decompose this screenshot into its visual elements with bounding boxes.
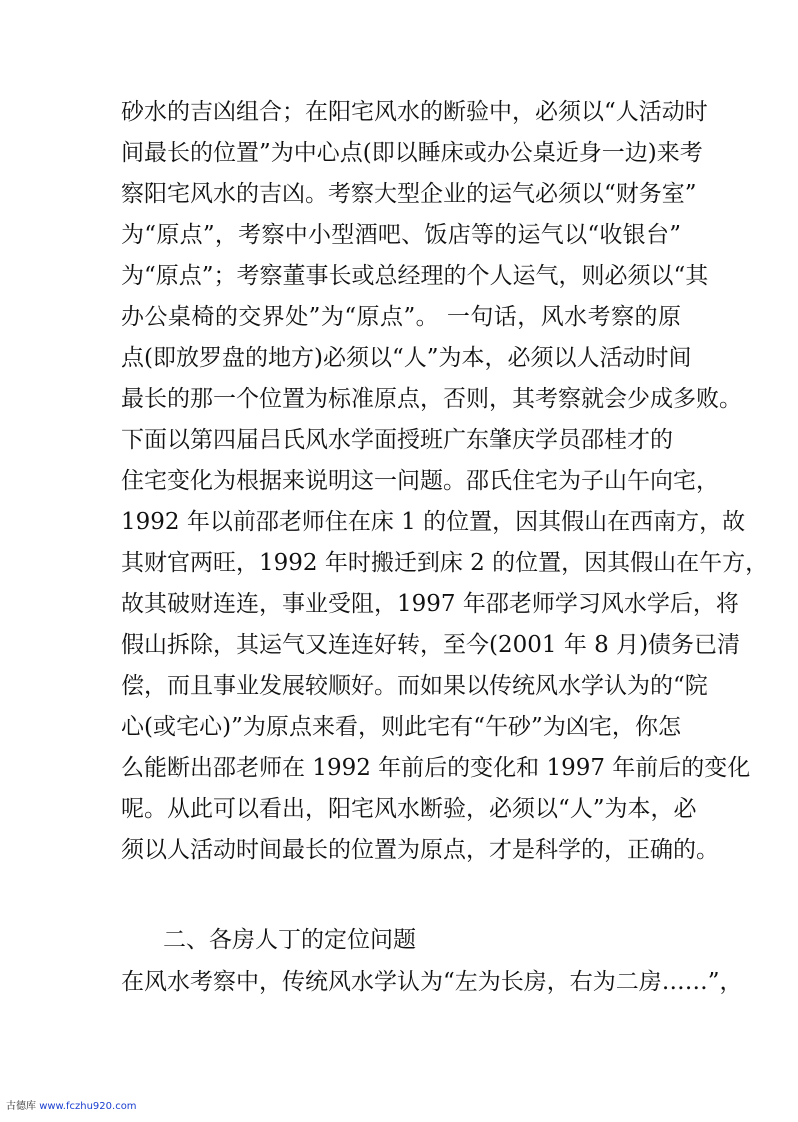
section-heading: 二、各房人丁的定位问题: [163, 927, 416, 953]
body-line-17: 么能断出邵老师在 1992 年前后的变化和 1997 年前后的变化: [121, 755, 751, 781]
body-line-7: 点(即放罗盘的地方)必须以“人”为本，必须以人活动时间: [121, 345, 692, 371]
body-line-10: 住宅变化为根据来说明这一问题。邵氏住宅为子山午向宅，: [121, 468, 719, 494]
body-line-18: 呢。从此可以看出，阳宅风水断验，必须以“人”为本，必: [121, 796, 697, 822]
footer-site-link[interactable]: www.fczhu920.com: [39, 1101, 137, 1112]
body-line-13: 故其破财连连，事业受阻，1997 年邵老师学习风水学后，将: [121, 591, 739, 617]
body-line-14: 假山拆除，其运气又连连好转，至今(2001 年 8 月)债务已清: [121, 632, 741, 658]
page-footer: [6, 1101, 137, 1113]
body-line-4: 为“原点”，考察中小型酒吧、饭店等的运气以“收银台”: [121, 222, 681, 248]
body-line-6: 办公桌椅的交界处”为“原点”。 一句话，风水考察的原: [121, 304, 681, 330]
body-line-19: 须以人活动时间最长的位置为原点，才是科学的，正确的。: [121, 837, 719, 863]
body-line-8: 最长的那一个位置为标准原点，否则，其考察就会少成多败。: [121, 386, 742, 412]
body-line-12: 其财官两旺，1992 年时搬迁到床 2 的位置，因其假山在午方，: [121, 550, 769, 576]
body-line-11: 1992 年以前邵老师住在床 1 的位置，因其假山在西南方，故: [121, 509, 746, 535]
body-line-5: 为“原点”；考察董事长或总经理的个人运气，则必须以“其: [121, 263, 709, 289]
body-line-2: 间最长的位置”为中心点(即以睡床或办公桌近身一边)来考: [121, 140, 703, 166]
body-line-last: 在风水考察中，传统风水学认为“左为长房，右为二房……”，: [121, 969, 743, 995]
body-line-16: 心(或宅心)”为原点来看，则此宅有“午砂”为凶宅，你怎: [121, 714, 681, 740]
body-line-1: 砂水的吉凶组合；在阳宅风水的断验中，必须以“人活动时: [121, 99, 708, 125]
body-line-15: 偿，而且事业发展较顺好。而如果以传统风水学认为的“院: [121, 673, 708, 699]
body-line-3: 察阳宅风水的吉凶。考察大型企业的运气必须以“财务室”: [121, 181, 697, 207]
body-line-9: 下面以第四届吕氏风水学面授班广东肇庆学员邵桂才的: [121, 427, 673, 453]
footer-label: 古德库: [6, 1101, 36, 1112]
